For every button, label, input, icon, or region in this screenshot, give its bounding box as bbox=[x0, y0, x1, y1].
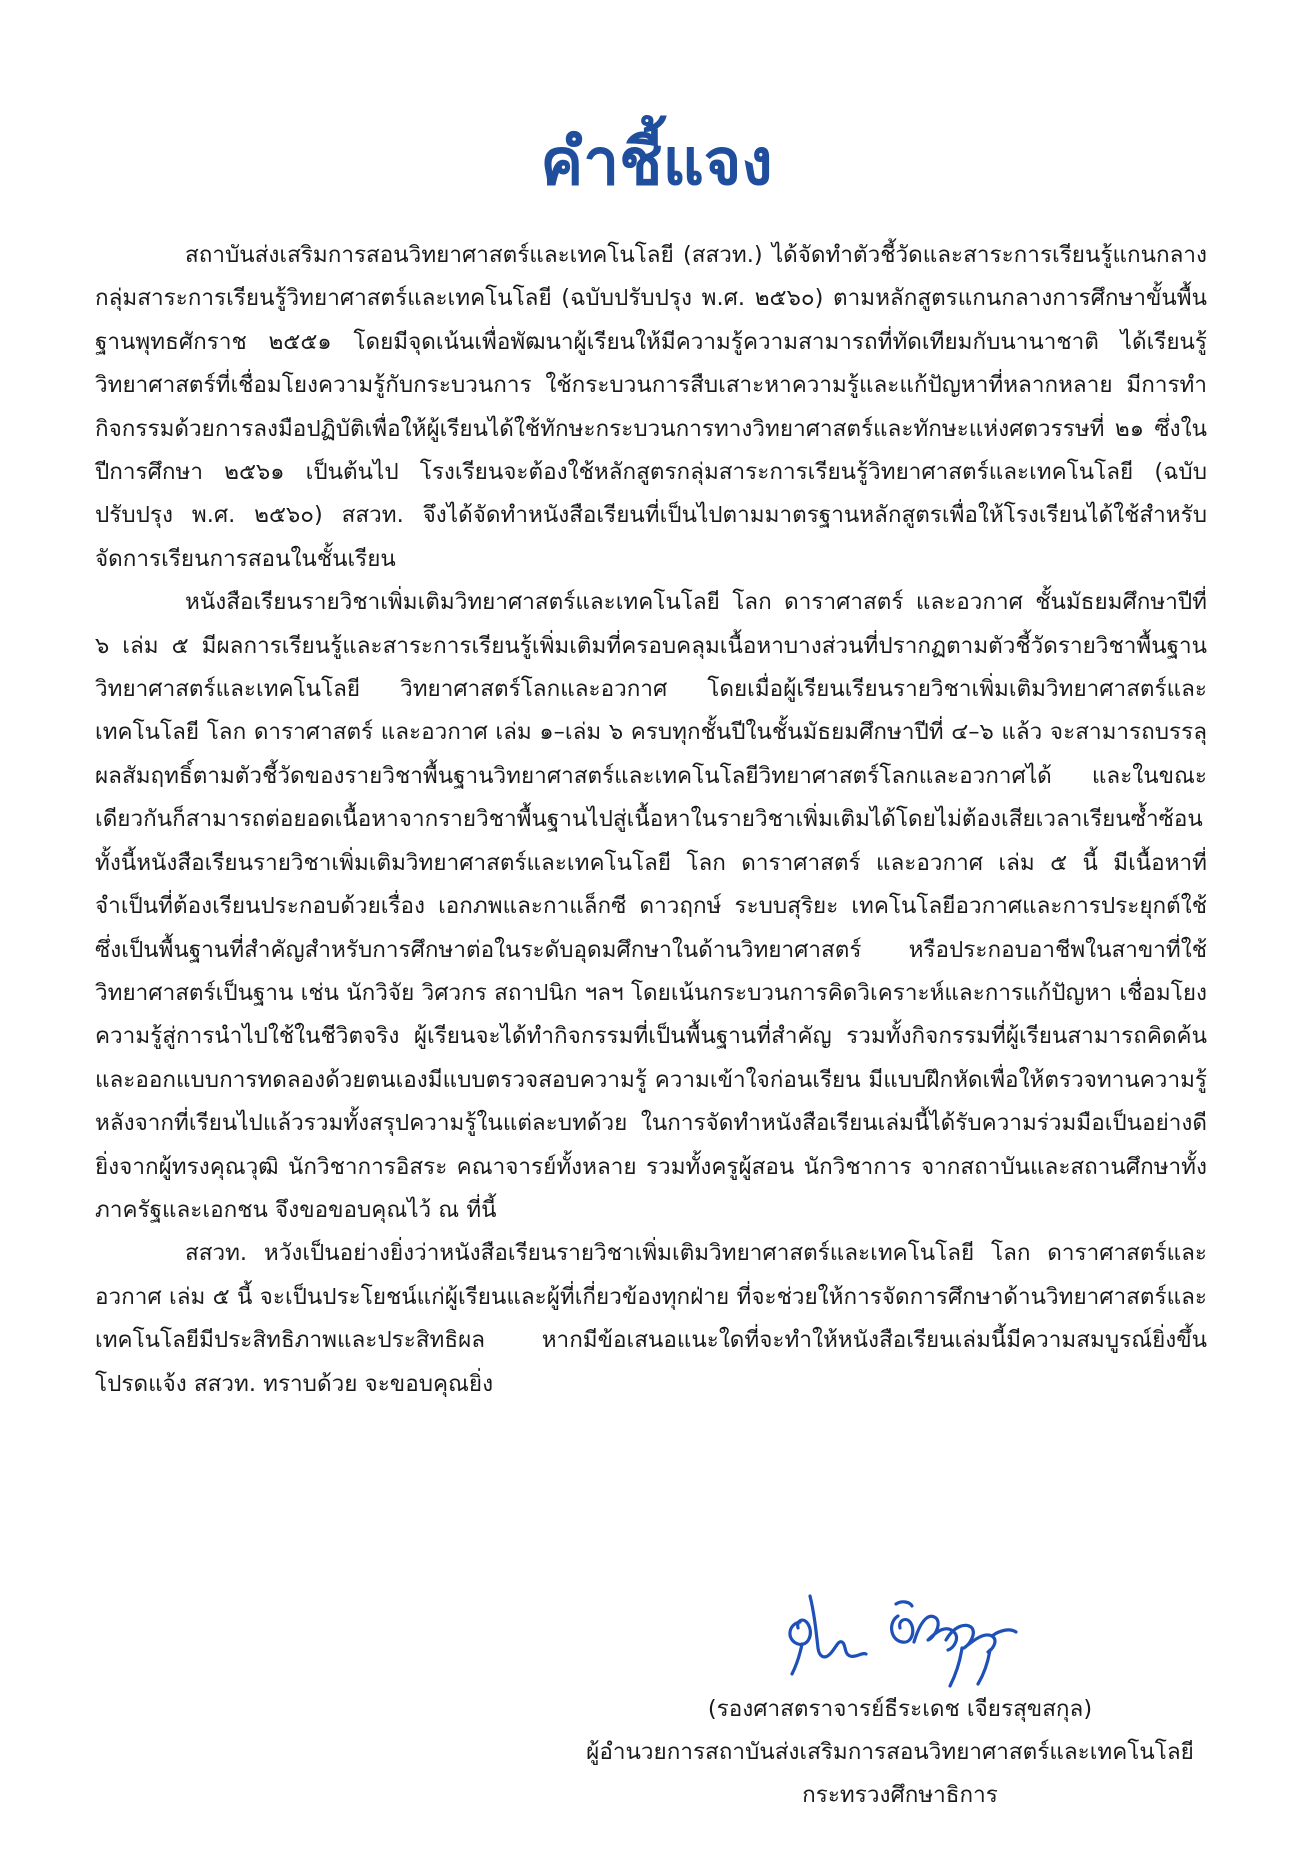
signature-icon bbox=[778, 1582, 1038, 1692]
page-title: คำชี้แจง bbox=[540, 126, 773, 200]
document-body bbox=[95, 234, 1207, 1406]
signatory-name: (รองศาสตราจารย์ธีระเดช เจียรสุขสกุล) bbox=[707, 1696, 1093, 1722]
paragraph-closing: สสวท. หวังเป็นอย่างยิ่งว่าหนังสือเรียนรายวิชาเพิ่มเติมวิทยาศาสตร์และเทคโนโลยี โลก ดาราศาสตร์และอวกาศ เล่ม ๕ นี้ จะเป็นประโยชน์แก่ผู้เรียนและผู้ที่เกี่ยวข้องทุกฝ่าย ที่จะช่วยให้การจัดการศึกษาด้านวิทยาศาสตร์และเทคโนโลยีมีประสิทธิภาพและประสิทธิผล หากมีข้อเสนอแนะใดที่จะทำให้หนังสือเรียนเล่มนี้มีความสมบูรณ์ยิ่งขึ้น โปรดแจ้ง สสวท. ทราบด้วย จะขอบคุณยิ่ง bbox=[95, 1240, 1207, 1397]
paragraph-intro: สถาบันส่งเสริมการสอนวิทยาศาสตร์และเทคโนโลยี (สสวท.) ได้จัดทำตัวชี้วัดและสาระการเรียนรู้แกนกลาง กลุ่มสาระการเรียนรู้วิทยาศาสตร์และเทคโนโลยี (ฉบับปรับปรุง พ.ศ. ๒๕๖๐) ตามหลักสูตรแกนกลางการศึกษาขั้นพื้นฐานพุทธศักราช ๒๕๕๑ โดยมีจุดเน้นเพื่อพัฒนาผู้เรียนให้มีความรู้ความสามารถที่ทัดเทียมกับนานาชาติ ได้เรียนรู้วิทยาศาสตร์ที่เชื่อมโยงความรู้กับกระบวนการ ใช้กระบวนการสืบเสาะหาความรู้และแก้ปัญหาที่หลากหลาย มีการทำกิจกรรมด้วยการลงมือปฏิบัติเพื่อให้ผู้เรียนได้ใช้ทักษะกระบวนการทางวิทยาศาสตร์และทักษะแห่งศตวรรษที่ ๒๑ ซึ่งในปีการศึกษา ๒๕๖๑ เป็นต้นไป โรงเรียนจะต้องใช้หลักสูตรกลุ่มสาระการเรียนรู้วิทยาศาสตร์และเทคโนโลยี (ฉบับปรับปรุง พ.ศ. ๒๕๖๐) สสวท. จึงได้จัดทำหนังสือเรียนที่เป็นไปตามมาตรฐานหลักสูตรเพื่อให้โรงเรียนได้ใช้สำหรับจัดการเรียนการสอนในชั้นเรียน bbox=[95, 242, 1207, 572]
handwritten-signature bbox=[778, 1582, 1038, 1692]
signatory-ministry: กระทรวงศึกษาธิการ bbox=[802, 1782, 998, 1808]
paragraph-book-description: หนังสือเรียนรายวิชาเพิ่มเติมวิทยาศาสตร์และเทคโนโลยี โลก ดาราศาสตร์ และอวกาศ ชั้นมัธยมศึกษาปีที่ ๖ เล่ม ๕ มีผลการเรียนรู้และสาระการเรียนรู้เพิ่มเติมที่ครอบคลุมเนื้อหาบางส่วนที่ปรากฏตามตัวชี้วัดรายวิชาพื้นฐานวิทยาศาสตร์และเทคโนโลยี วิทยาศาสตร์โลกและอวกาศ โดยเมื่อผู้เรียนเรียนรายวิชาเพิ่มเติมวิทยาศาสตร์และเทคโนโลยี โลก ดาราศาสตร์ และอวกาศ เล่ม ๑–เล่ม ๖ ครบทุกชั้นปีในชั้นมัธยมศึกษาปีที่ ๔–๖ แล้ว จะสามารถบรรลุผลสัมฤทธิ์ตามตัวชี้วัดของรายวิชาพื้นฐานวิทยาศาสตร์และเทคโนโลยีวิทยาศาสตร์โลกและอวกาศได้ และในขณะเดียวกันก็สามารถต่อยอดเนื้อหาจากรายวิชาพื้นฐานไปสู่เนื้อหาในรายวิชาเพิ่มเติมได้โดยไม่ต้องเสียเวลาเรียนซ้ำซ้อน ทั้งนี้หนังสือเรียนรายวิชาเพิ่มเติมวิทยาศาสตร์และเทคโนโลยี โลก ดาราศาสตร์ และอวกาศ เล่ม ๕ นี้ มีเนื้อหาที่จำเป็นที่ต้องเรียนประกอบด้วยเรื่อง เอกภพและกาแล็กซี ดาวฤกษ์ ระบบสุริยะ เทคโนโลยีอวกาศและการประยุกต์ใช้ ซึ่งเป็นพื้นฐานที่สำคัญสำหรับการศึกษาต่อในระดับอุดมศึกษาในด้านวิทยาศาสตร์ หรือประกอบอาชีพในสาขาที่ใช้วิทยาศาสตร์เป็นฐาน เช่น นักวิจัย วิศวกร สถาปนิก ฯลฯ โดยเน้นกระบวนการคิดวิเคราะห์และการแก้ปัญหา เชื่อมโยงความรู้สู่การนำไปใช้ในชีวิตจริง ผู้เรียนจะได้ทำกิจกรรมที่เป็นพื้นฐานที่สำคัญ รวมทั้งกิจกรรมที่ผู้เรียนสามารถคิดค้นและออกแบบการทดลองด้วยตนเองมีแบบตรวจสอบความรู้ ความเข้าใจก่อนเรียน มีแบบฝึกหัดเพื่อให้ตรวจทานความรู้หลังจากที่เรียนไปแล้วรวมทั้งสรุปความรู้ในแต่ละบทด้วย ในการจัดทำหนังสือเรียนเล่มนี้ได้รับความร่วมมือเป็นอย่างดียิ่งจากผู้ทรงคุณวุฒิ นักวิชาการอิสระ คณาจารย์ทั้งหลาย รวมทั้งครูผู้สอน นักวิชาการ จากสถาบันและสถานศึกษาทั้งภาครัฐและเอกชน จึงขอขอบคุณไว้ ณ ที่นี้ bbox=[95, 589, 1207, 1223]
signatory-block bbox=[520, 1688, 1220, 1817]
signatory-position: ผู้อำนวยการสถาบันส่งเสริมการสอนวิทยาศาสตร์และเทคโนโลยี bbox=[586, 1739, 1194, 1765]
